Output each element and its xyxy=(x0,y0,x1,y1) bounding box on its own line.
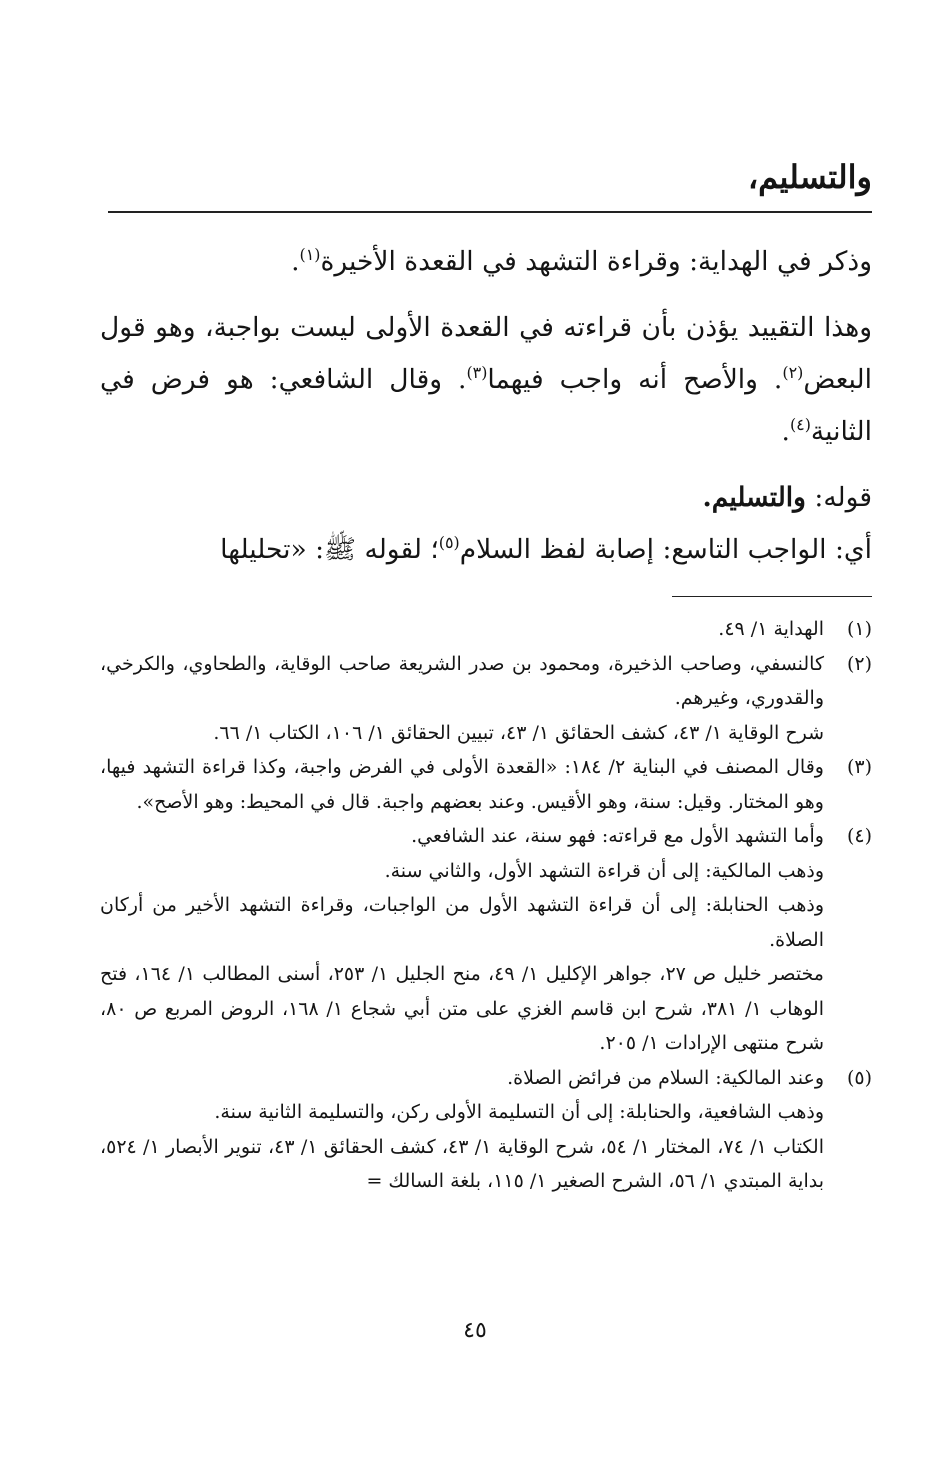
paragraph-wajib: أي: الواجب التاسع: إصابة لفظ السلام$^{(٥)}$؛ لقوله ﷺ: «تحليلها xyxy=(220,533,872,565)
footnote-ref: (٢) xyxy=(782,363,804,383)
footnote-1: (١) الهداية ١/ ٤٩. xyxy=(100,612,872,647)
footnote-ref: (١) xyxy=(299,245,321,265)
footnote-4: (٤) وأما التشهد الأول مع قراءته: فهو سنة، عند الشافعي. وذهب المالكية: إلى أن قراءة التشهد الأول، والثاني سنة. وذهب الحنابلة: إلى أن قراءة التشهد الأول من الواجبات، وقراءة التشهد الأخير من أركان الصلاة. مختصر خليل ص ٢٧، جواهر الإكليل ١/ ٤٩، منح الجليل ١/ ٢٥٣، أسنى المطالب ١/ ١٦٤، فتح الوهاب ١/ ٣٨١، شرح ابن قاسم الغزي على متن أبي شجاع ١/ ١٦٨، الروض المربع ص ٨٠، شرح منتهى الإرادات ١/ ٢٠٥. xyxy=(100,819,872,1061)
paragraph-qawluhu: قوله: والتسليم. xyxy=(702,482,872,513)
paragraph-taqyid: وهذا التقييد يؤذن بأن قراءته في القعدة الأولى ليست بواجبة، وهو قول البعض$^{(٢)}$. والأصح أنه واجب فيهما$^{(٣)}$. وقال الشافعي: هو فرض في الثانية$^{(٤)}$. xyxy=(100,312,872,447)
footnote-number: (٣) xyxy=(846,756,872,778)
footnote-number: (٤) xyxy=(846,825,872,847)
footnote-number: (١) xyxy=(846,618,872,640)
footnote-5: (٥) وعند المالكية: السلام من فرائض الصلاة. وذهب الشافعية، والحنابلة: إلى أن التسليمة الأولى ركن، والتسليمة الثانية سنة. الكتاب ١/ ٧٤، المختار ١/ ٥٤، شرح الوقاية ١/ ٤٣، كشف الحقائق ١/ ٤٣، تنوير الأبصار ١/ ٥٢٤، بداية المبتدي ١/ ٥٦، الشرح الصغير ١/ ١١٥، بلغة السالك = xyxy=(100,1061,872,1199)
footnote-2: (٢) كالنسفي، وصاحب الذخيرة، ومحمود بن صدر الشريعة صاحب الوقاية، والطحاوي، والكرخي، والقدوري، وغيرهم. شرح الوقاية ١/ ٤٣، كشف الحقائق ١/ ٤٣، تبيين الحقائق ١/ ١٠٦، الكتاب ١/ ٦٦. xyxy=(100,647,872,751)
paragraph-hidaya: وذكر في الهداية: وقراءة التشهد في القعدة الأخيرة$^{(١)}$. xyxy=(291,245,872,277)
footnote-ref: (٣) xyxy=(466,363,488,383)
section-heading: والتسليم، xyxy=(747,158,872,196)
footnote-3: (٣) وقال المصنف في البناية ٢/ ١٨٤: «القعدة الأولى في الفرض واجبة، وكذا قراءة التشهد فيها، وهو المختار. وقيل: سنة، وهو الأقيس. وعند بعضهم واجبة. قال في المحيط: وهو الأصح». xyxy=(100,750,872,819)
main-text xyxy=(100,236,872,576)
footnote-ref: (٤) xyxy=(789,415,811,435)
footnotes xyxy=(100,612,872,1199)
bold-term: والتسليم. xyxy=(702,482,806,513)
page-number: ٤٥ xyxy=(463,1318,487,1343)
footnote-number: (٥) xyxy=(846,1066,872,1089)
header-divider xyxy=(108,211,872,213)
footnote-number: (٢) xyxy=(846,652,872,675)
footnote-ref: (٥) xyxy=(438,533,460,553)
footnote-divider xyxy=(672,596,872,597)
